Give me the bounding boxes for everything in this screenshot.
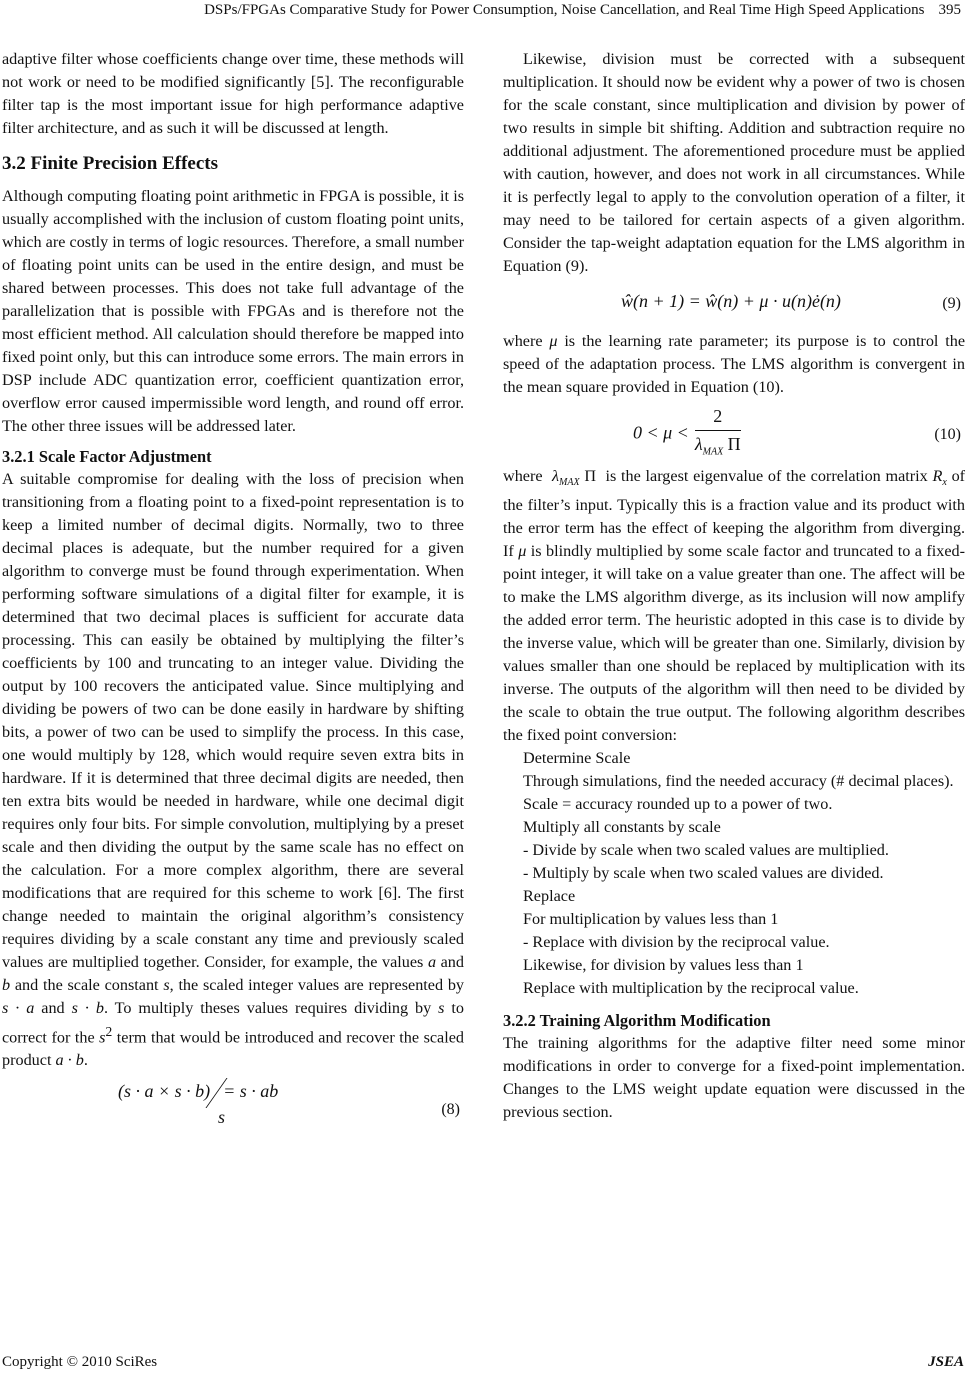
lambda-symbol: λ <box>552 467 560 485</box>
and-text-2: and <box>41 999 65 1017</box>
algo-line: Replace <box>523 887 576 906</box>
var-a: a <box>427 953 437 971</box>
running-header <box>28 2 961 24</box>
and-text: and <box>440 953 464 971</box>
var-s-sq: s <box>99 1028 106 1047</box>
eq8-denominator: s <box>218 1107 226 1128</box>
equation-10 <box>503 403 965 461</box>
eq8-rhs: = s · ab <box>223 1081 279 1102</box>
lambda-desc-3: is blindly multiplied by some scale factor and truncated to a fixed-point integer, it will take on a value greater than one. The affect will be to make the LMS algorithm diverge, as its inclusion will now amplify the added error term. The heuristic adopted in this case is to divide by the inverse value, which will be greater than one. Similarly, division by values smaller than one should be replaced by multiplication with its inverse. The outputs of the algorithm will then need to be divided by the scale to obtain the true output. The following algorithm describes the fixed point conversion: <box>503 542 966 745</box>
paragraph-lambda <box>503 465 965 747</box>
algo-line: Through simulations, find the needed accuracy (# decimal places). <box>523 772 954 791</box>
where-text: where <box>503 332 543 350</box>
eq10-label: (10) <box>934 426 961 443</box>
var-mu-2: μ <box>518 542 527 561</box>
lambda-sub: MAX <box>559 477 580 489</box>
paragraph-training: The training algorithms for the adaptive filter need some minor modifications in order to converge for a fixed-point implementation. Changes to the LMS weight update equation were discussed in the previous section. <box>503 1034 965 1122</box>
algo-line: - Divide by scale when two scaled values are multiplied. <box>523 841 889 860</box>
var-s-2: s <box>438 999 445 1017</box>
math-s-dot-b: s · b <box>71 999 104 1017</box>
lambda-desc-1: is the largest eigenvalue of the correlation matrix <box>605 467 928 485</box>
where-text-2: where <box>503 467 543 485</box>
eq10-lambda: λ <box>694 434 703 454</box>
eq8-numerator-text: s · a × s · b <box>124 1081 205 1102</box>
algo-line: Multiply all constants by scale <box>523 818 721 837</box>
mu-desc: is the learning rate parameter; its purpose is to control the speed of the adaptation process. The LMS algorithm is convergent in the mean square provided in Equation (10). <box>503 332 965 396</box>
equation-9 <box>503 282 965 326</box>
eq10-numerator: 2 <box>695 405 741 431</box>
equation-8 <box>2 1076 464 1138</box>
lambda-desc-2: of the filter’s input. Typically this is a fraction value and its product with the error term has the effect of keeping the algorithm from diverging. If <box>503 467 966 561</box>
var-b: b <box>2 976 11 994</box>
journal-name: JSEA <box>928 1354 964 1370</box>
var-R-sub: x <box>942 477 947 489</box>
algo-line: Likewise, for division by values less than 1 <box>523 956 804 975</box>
divide-text: . To multiply theses values requires dividing by <box>103 999 432 1017</box>
copyright-notice: Copyright © 2010 SciRes <box>2 1354 158 1370</box>
paragraph-finite-precision: Although computing floating point arithmetic in FPGA is possible, it is usually accomplished with the inclusion of custom floating point units, which are costly in terms of logic resources. Therefore, a small number of floating point units can be used in the entire design, and must be shared between processes. This does not take full advantage of the parallelization that is possible with FPGAs and is therefore not the most efficient method. All calculation should therefore be mapped into fixed point only, but this can introduce some errors. The main errors in DSP include ADC quantization error, coefficient quantization error, overflow error caused impermissible word length, and round off error. The other three issues will be addressed later. <box>2 187 464 435</box>
var-R: R <box>932 467 943 485</box>
eq9-body: ŵ(n + 1) = ŵ(n) + μ · u(n)ė(n) <box>621 291 841 311</box>
var-mu: μ <box>549 332 558 350</box>
eq10-fraction <box>695 405 741 464</box>
algorithm-list <box>503 747 965 1000</box>
eq10-sub: MAX <box>702 446 724 458</box>
eq10-pi: Π <box>727 434 741 454</box>
algo-line: - Replace with division by the reciprocal value. <box>523 933 830 952</box>
period: . <box>83 1051 88 1070</box>
algo-line: Scale = accuracy rounded up to a power of two. <box>523 795 833 814</box>
subsection-heading-3-2-2: 3.2.2 Training Algorithm Modification <box>503 1011 771 1031</box>
subsection-heading-3-2-1: 3.2.1 Scale Factor Adjustment <box>2 447 212 466</box>
pi-symbol: Π <box>584 467 597 485</box>
scale-text-1: A suitable compromise for dealing with the loss of precision when transitioning from a floating point to a fixed-point representation is to keep a limited number of decimal digits. Normally, two to three decimal places is adequate, but the number required for a given algorithm to converge must be found through experimentation. When performing software simulations of a digital filter for example, it is determined that two decimal places is sufficient for accurate data processing. This can easily be obtained by multiplying the filter’s coefficients by 100 and truncating to an integer value. Dividing the output by 100 recovers the anticipated value. Since multiplying and dividing be powers of two can be done easily in hardware by shifting bits, a power of two can be used to simplify the process. In this case, one would multiply by 128, which would require seven extra bits in hardware. If it is determined that three decimal digits are needed, then ten extra bits would be needed in hardware, while one decimal digit requires only four bits. For simple convolution, multiplying by a preset scale and then dividing the output by the same scale has no effect on the calculation. For a more complex algorithm, there are several modifications that are required for this scheme to work [6]. The first change needed to maintain the original algorithm’s consistency requires dividing by a scale constant any time and previously scaled values are multiplied together. Consider, for example, the values <box>2 470 464 971</box>
correct-text: to correct for the <box>2 999 465 1047</box>
section-heading-3-2: 3.2 Finite Precision Effects <box>2 153 218 174</box>
math-s-dot-a: s · a <box>2 999 35 1017</box>
eq10-lhs: 0 < μ < <box>633 422 689 443</box>
eq9-label: (9) <box>942 295 961 312</box>
algo-line: For multiplication by values less than 1 <box>523 910 779 929</box>
running-title: DSPs/FPGAs Comparative Study for Power Consumption, Noise Cancellation, and Real Time High Speed Applications <box>204 2 925 18</box>
eq10-denominator <box>695 431 741 464</box>
paragraph-scale-factor <box>2 468 464 1072</box>
paragraph-continued: adaptive filter whose coefficients change over time, these methods will not work or need to be modified significantly [5]. The reconfigurable filter tap is the most important issue for high performance adaptive filter architecture, and as such it will be discussed at length. <box>2 50 464 137</box>
scale-const-text: and the scale constant <box>14 976 159 994</box>
superscript-2: 2 <box>105 1024 113 1039</box>
left-column <box>2 48 464 1142</box>
algo-line: - Multiply by scale when two scaled values are divided. <box>523 864 884 883</box>
eq8-numerator: (s · a × s · b) <box>118 1081 211 1102</box>
algo-line: Replace with multiplication by the reciprocal value. <box>523 979 859 998</box>
represented-text: , the scaled integer values are represented by <box>169 976 465 994</box>
page-footer <box>2 1354 964 1378</box>
right-column <box>503 48 965 1124</box>
page-number: 395 <box>938 2 961 18</box>
paragraph-division: Likewise, division must be corrected with a subsequent multiplication. It should now be evident why a power of two is chosen for the scale constant, since multiplication and division by power of two results in simple bit shifting. Addition and subtraction require no additional adjustment. The aforementioned procedure must be applied with caution, however, and does not work in all circumstances. While it is perfectly legal to apply to the convolution operation of a filter, it may need to be tailored for certain aspects of a given algorithm. Consider the tap-weight adaptation equation for the LMS algorithm in Equation (9). <box>503 50 965 275</box>
algo-line: Determine Scale <box>523 749 631 768</box>
eq8-label: (8) <box>441 1101 460 1119</box>
paragraph-mu <box>503 330 965 399</box>
var-s: s <box>163 976 170 994</box>
term-text: term that would be introduced and recover the scaled product <box>2 1028 465 1070</box>
math-a-dot-b: a · b <box>55 1051 84 1070</box>
